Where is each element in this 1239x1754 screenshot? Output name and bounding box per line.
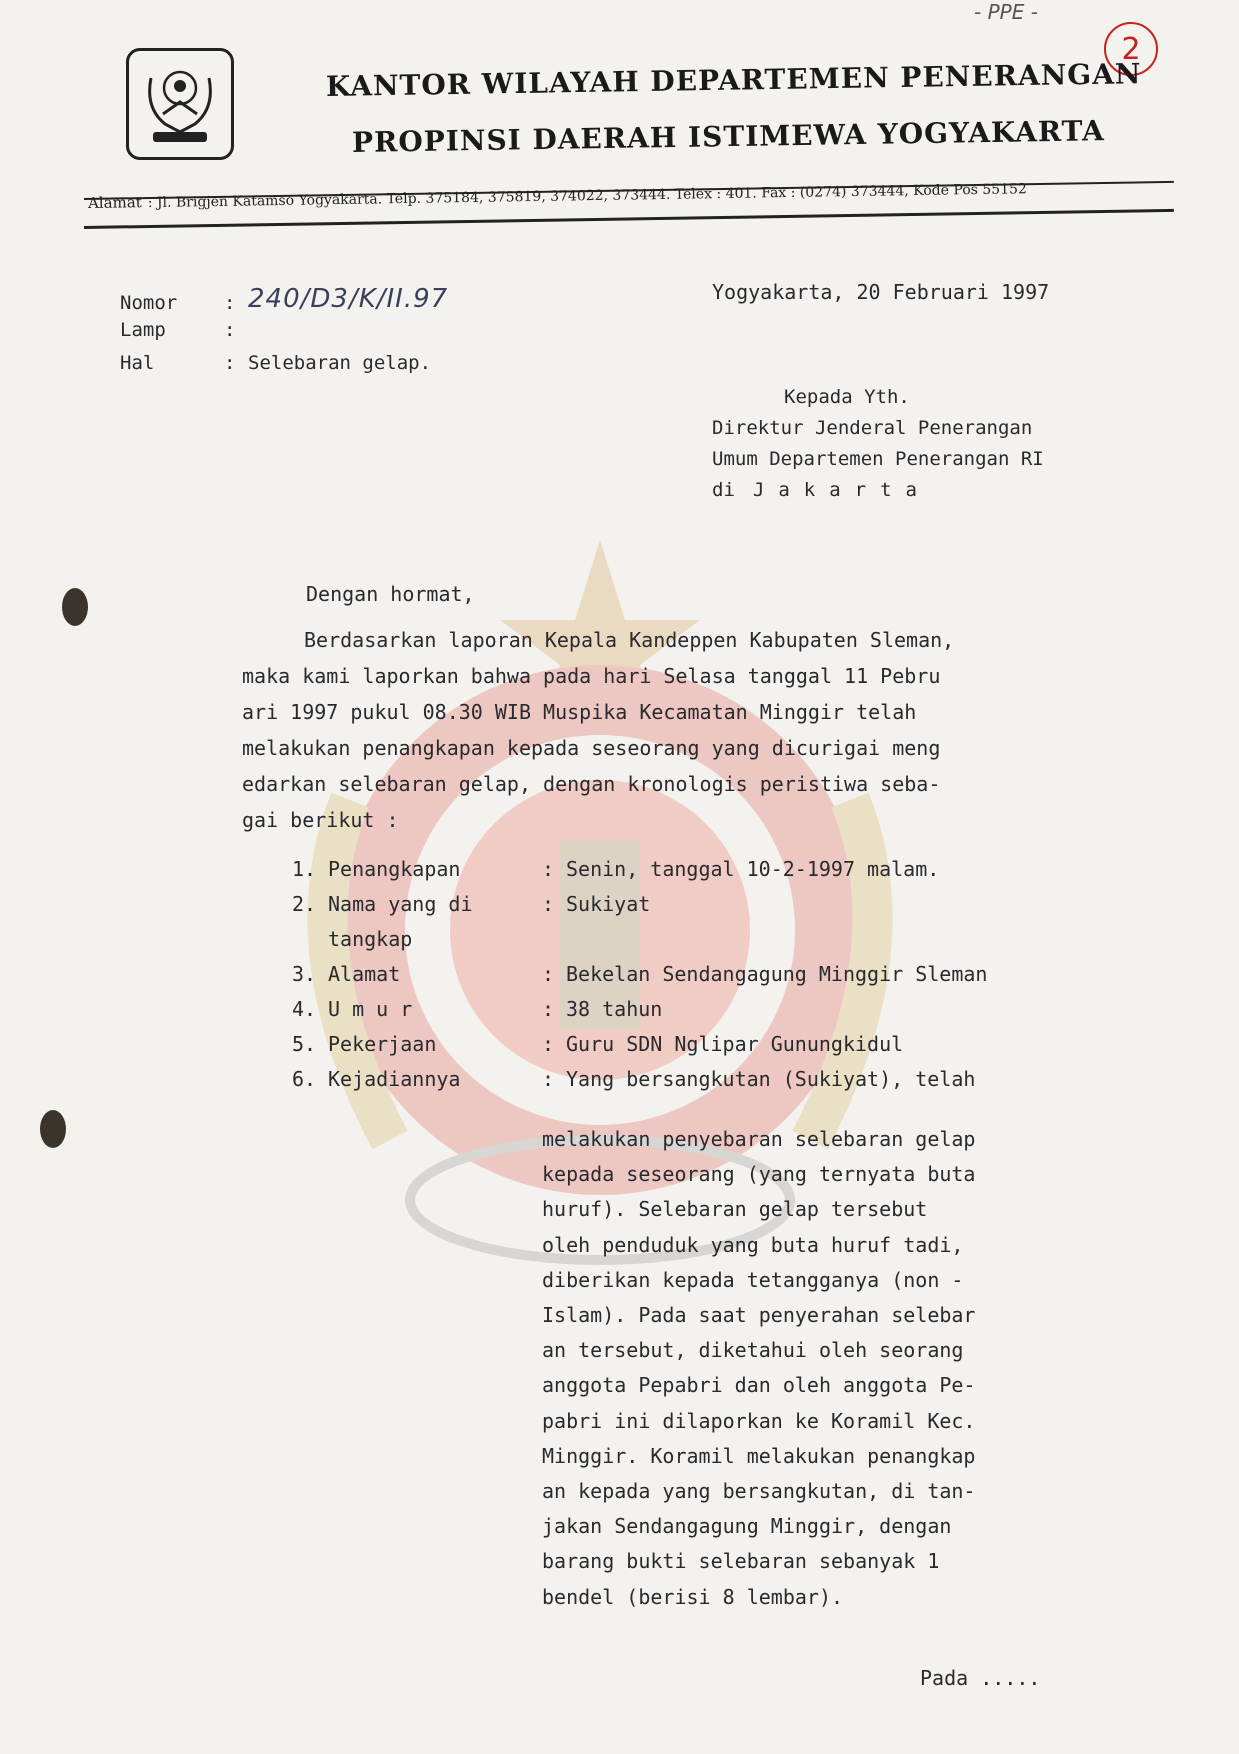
recipient-title: Direktur Jenderal Penerangan (712, 417, 1033, 439)
recipient-city-line (712, 475, 1044, 506)
description-line: oleh penduduk yang buta huruf tadi, (542, 1232, 964, 1257)
list-item (292, 1062, 987, 1097)
letter-date: Yogyakarta, 20 Februari 1997 (712, 280, 1050, 304)
handwritten-annotation: - PPE - (974, 0, 1038, 24)
item-label: Pekerjaan (328, 1032, 437, 1056)
letter-meta (120, 284, 449, 377)
item-number: 2. (292, 892, 317, 916)
description-line: bendel (berisi 8 lembar). (542, 1584, 844, 1609)
item-value: Bekelan Sendangagung Minggir Sleman (566, 962, 988, 986)
continuation-footer: Pada ..... (920, 1666, 1041, 1690)
recipient-department: Umum Departemen Penerangan RI (712, 448, 1044, 470)
description-line: kepada seseorang (yang ternyata buta (542, 1162, 976, 1187)
colon: : (542, 892, 555, 916)
kejadian-description (542, 1122, 975, 1615)
letterhead-title: KANTOR WILAYAH DEPARTEMEN PENERANGAN (325, 57, 1142, 103)
item-number: 6. (292, 1067, 317, 1091)
item-number: 1. (292, 857, 317, 881)
item-label-continued: tangkap (328, 927, 413, 951)
item-label: Alamat (328, 962, 401, 986)
description-line: huruf). Selebaran gelap tersebut (542, 1197, 928, 1222)
item-number: 3. (292, 962, 317, 986)
description-line: Minggir. Koramil melakukan penangkap (542, 1443, 976, 1468)
address-label: Alamat (87, 193, 142, 212)
colon: : (542, 997, 555, 1021)
recipient-greeting: Kepada Yth. (784, 386, 910, 408)
colon: : (224, 319, 236, 341)
paragraph-line: ari 1997 pukul 08.30 WIB Muspika Kecamatan Minggir telah (242, 700, 917, 724)
list-item (292, 1027, 987, 1062)
hal-label: Hal (120, 352, 155, 374)
nomor-value: 240/D3/K/II.97 (248, 284, 449, 314)
letterhead-rule-thick (84, 209, 1174, 229)
punch-hole (40, 1110, 66, 1148)
item-value: Senin, tanggal 10-2-1997 malam. (566, 857, 940, 881)
logo-emblem-icon (135, 58, 225, 150)
colon: : (542, 857, 555, 881)
description-line: an tersebut, diketahui oleh seorang (542, 1338, 964, 1363)
paragraph-line: melakukan penangkapan kepada seseorang yang dicurigai meng (242, 736, 941, 760)
description-line: Islam). Pada saat penyerahan selebar (542, 1303, 976, 1328)
item-label: Nama yang di (328, 892, 473, 916)
nomor-row (120, 284, 449, 317)
address-text: : Jl. Brigjen Katamso Yogyakarta. Telp. 375184, 375819, 374022, 373444. Telex : 401. Fax : (0274) 373444, Kode Pos 55152 (147, 181, 1027, 212)
colon: : (542, 1032, 555, 1056)
list-item (292, 887, 987, 922)
punch-hole (62, 588, 88, 626)
item-label: U m u r (328, 997, 413, 1021)
letterhead-subtitle: PROPINSI DAERAH ISTIMEWA YOGYAKARTA (351, 114, 1105, 159)
colon: : (542, 1067, 555, 1091)
lamp-label: Lamp (120, 319, 166, 341)
item-number: 5. (292, 1032, 317, 1056)
description-line: barang bukti selebaran sebanyak 1 (542, 1549, 940, 1574)
letterhead-address (88, 179, 1027, 212)
list-item (292, 992, 987, 1027)
paragraph-line: maka kami laporkan bahwa pada hari Selasa tanggal 11 Pebru (242, 664, 941, 688)
description-line: pabri ini dilaporkan ke Koramil Kec. (542, 1408, 976, 1433)
lamp-row (120, 317, 448, 344)
colon: : (224, 292, 236, 314)
salutation: Dengan hormat, (306, 582, 475, 606)
description-line: anggota Pepabri dan oleh anggota Pe- (542, 1373, 976, 1398)
list-item-continuation (292, 922, 987, 957)
hal-value: Selebaran gelap. (248, 352, 432, 374)
description-line: diberikan kepada tetangganya (non - (542, 1267, 964, 1292)
item-number: 4. (292, 997, 317, 1021)
chronology-list (292, 852, 987, 1097)
description-line: melakukan penyebaran selebaran gelap (542, 1127, 976, 1151)
nomor-label: Nomor (120, 292, 178, 314)
recipient-di: di (712, 479, 735, 501)
ministry-logo (126, 48, 234, 160)
paragraph-line: edarkan selebaran gelap, dengan kronologis peristiwa seba- (242, 772, 941, 796)
body-paragraph (242, 622, 1092, 838)
colon: : (542, 962, 555, 986)
colon: : (224, 352, 236, 374)
page-number-annotation: 2 (1104, 22, 1158, 76)
description-line: an kepada yang bersangkutan, di tan- (542, 1479, 976, 1504)
description-line: jakan Sendangagung Minggir, dengan (542, 1514, 952, 1539)
list-item (292, 957, 987, 992)
item-value: 38 tahun (566, 997, 663, 1021)
paragraph-line: gai berikut : (242, 808, 399, 832)
item-value: Yang bersangkutan (Sukiyat), telah (566, 1067, 976, 1091)
paragraph-line: Berdasarkan laporan Kepala Kandeppen Kabupaten Sleman, (304, 628, 955, 652)
hal-row (120, 350, 448, 377)
item-value: Sukiyat (566, 892, 651, 916)
list-item (292, 852, 987, 887)
item-label: Kejadiannya (328, 1067, 461, 1091)
item-label: Penangkapan (328, 857, 461, 881)
recipient-city: Jakarta (752, 479, 931, 501)
recipient-block (712, 382, 1044, 506)
item-value: Guru SDN Nglipar Gunungkidul (566, 1032, 904, 1056)
